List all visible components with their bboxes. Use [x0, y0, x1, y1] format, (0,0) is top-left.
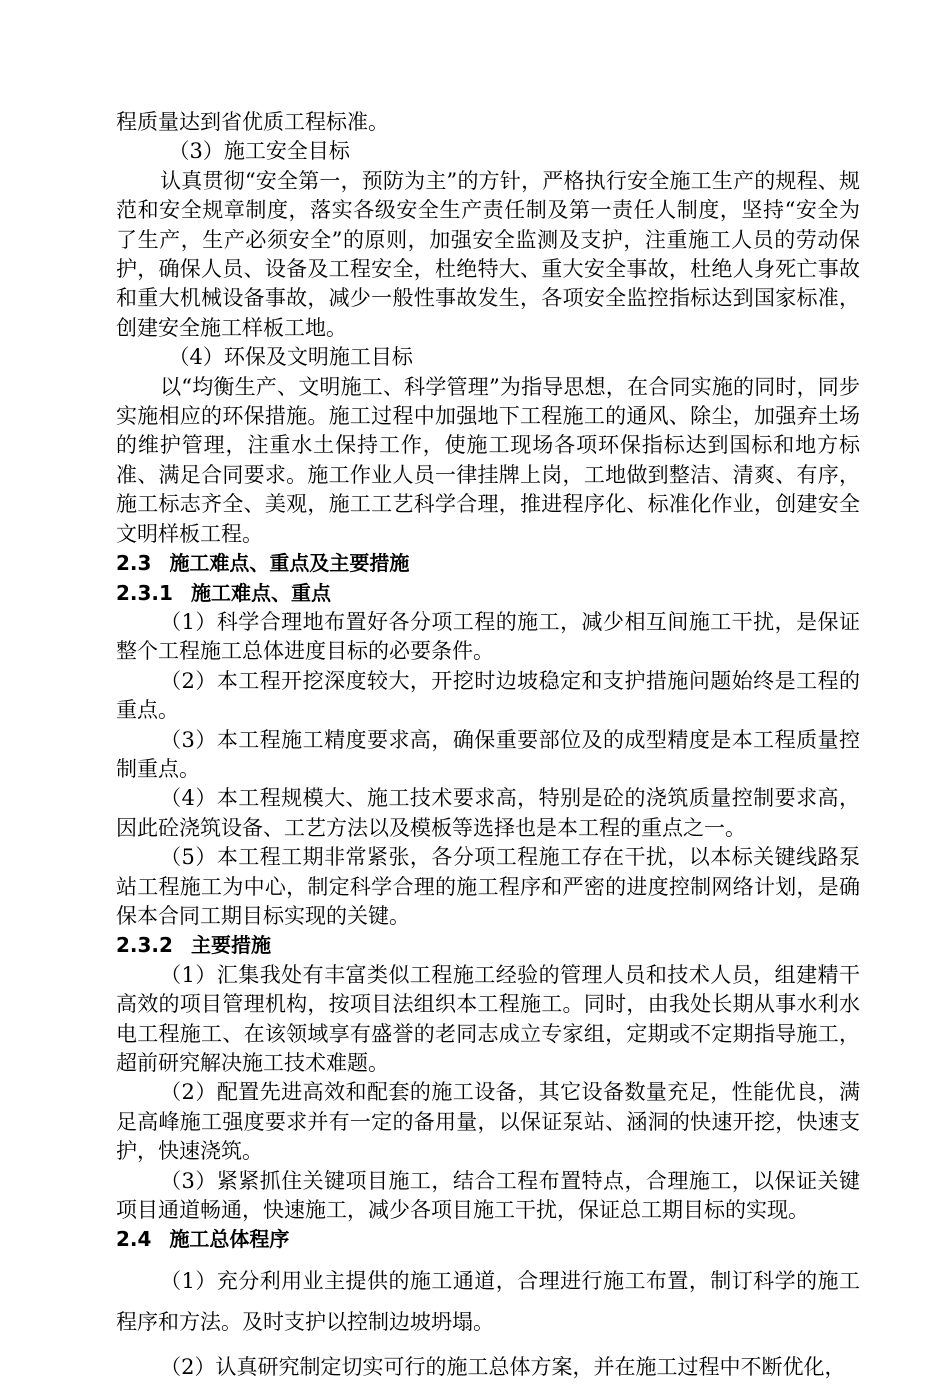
paragraph: （3）本工程施工精度要求高，确保重要部位及的成型精度是本工程质量控制重点。 — [116, 727, 860, 781]
paragraph: （2）配置先进高效和配套的施工设备，其它设备数量充足，性能优良，满足高峰施工强度要求并有一定的备用量，以保证泵站、涵洞的快速开挖，快速支护，快速浇筑。 — [116, 1080, 860, 1164]
paragraph: （5）本工程工期非常紧张，各分项工程施工存在干扰，以本标关键线路泵站工程施工为中心，制定科学合理的施工程序和严密的进度控制网络计划，是确保本合同工期目标实现的关键。 — [116, 845, 860, 928]
document-body — [116, 108, 860, 1388]
sub-heading: （3）施工安全目标 — [168, 139, 350, 164]
paragraph: （2）本工程开挖深度较大，开挖时边坡稳定和支护措施问题始终是工程的重点。 — [116, 668, 860, 723]
section-heading — [116, 1225, 860, 1254]
section-title: 施工难点、重点及主要措施 — [169, 551, 410, 576]
section-number: 2.3.1 — [116, 580, 173, 605]
section-title: 施工总体程序 — [169, 1227, 290, 1252]
section-number: 2.3 — [116, 551, 152, 576]
section-heading — [116, 549, 860, 578]
section-heading — [116, 931, 860, 960]
paragraph: （1）充分利用业主提供的施工通道，合理进行施工布置，制订科学的施工程序和方法。及时支护以控制边坡坍塌。 — [116, 1268, 860, 1334]
paragraph: 以“均衡生产、文明施工、科学管理”为指导思想，在合同实施的同时，同步实施相应的环保措施。施工过程中加强地下工程施工的通风、除尘，加强弃土场的维护管理，注重水土保持工作，使施工现场各项环保指标达到国标和地方标准、满足合同要求。施工作业人员一律挂牌上岗，工地做到整洁、清爽、有序，施工标志齐全、美观，施工工艺科学合理，推进程序化、标准化作业，创建安全文明样板工程。 — [116, 374, 860, 546]
section-number: 2.3.2 — [116, 933, 173, 958]
section-title: 施工难点、重点 — [190, 580, 331, 605]
paragraph: （4）本工程规模大、施工技术要求高，特别是砼的浇筑质量控制要求高，因此砼浇筑设备、工艺方法以及模板等选择也是本工程的重点之一。 — [116, 786, 860, 840]
sub-heading: （4）环保及文明施工目标 — [168, 345, 413, 370]
paragraph: 认真贯彻“安全第一，预防为主”的方针，严格执行安全施工生产的规程、规范和安全规章制度，落实各级安全生产责任制及第一责任人制度，坚持“安全为了生产，生产必须安全”的原则，加强安全监测及支护，注重施工人员的劳动保护，确保人员、设备及工程安全，杜绝特大、重大安全事故，杜绝人身死亡事故和重大机械设备事故，减少一般性事故发生，各项安全监控指标达到国家标准，创建安全施工样板工地。 — [116, 168, 860, 340]
paragraph: 程质量达到省优质工程标准。 — [116, 110, 389, 134]
paragraph: （1）汇集我处有丰富类似工程施工经验的管理人员和技术人员，组建精干高效的项目管理机构，按项目法组织本工程施工。同时，由我处长期从事水利水电工程施工、在该领域享有盛誉的老同志成立专家组，定期或不定期指导施工，超前研究解决施工技术难题。 — [116, 962, 860, 1075]
section-number: 2.4 — [116, 1227, 152, 1252]
section-title: 主要措施 — [190, 933, 271, 958]
section-heading — [116, 579, 860, 608]
paragraph: （3）紧紧抓住关键项目施工，结合工程布置特点，合理施工，以保证关键项目通道畅通，快速施工，减少各项目施工干扰，保证总工期目标的实现。 — [116, 1168, 860, 1223]
paragraph: （2）认真研究制定切实可行的施工总体方案，并在施工过程中不断优化， — [160, 1354, 846, 1379]
paragraph: （1）科学合理地布置好各分项工程的施工，减少相互间施工干扰，是保证整个工程施工总体进度目标的必要条件。 — [116, 609, 860, 664]
